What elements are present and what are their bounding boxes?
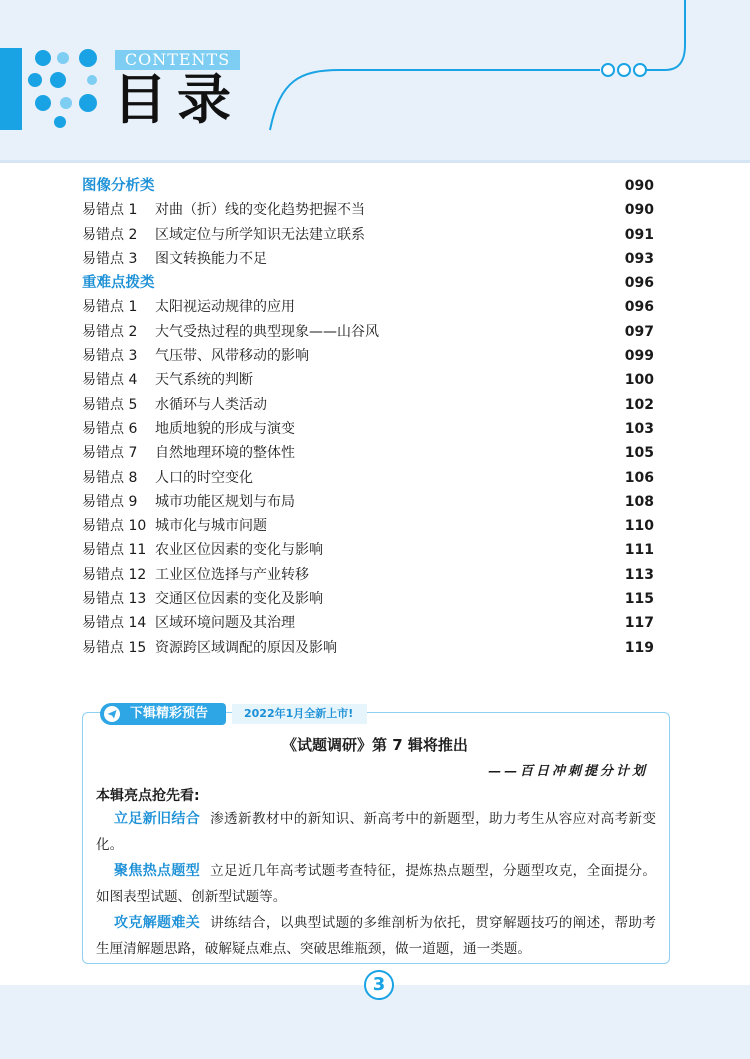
toc-item[interactable] — [82, 538, 654, 562]
toc-item[interactable] — [82, 198, 654, 222]
toc-page-number: 106 — [624, 469, 654, 486]
highlight-label: 立足新旧结合 — [114, 811, 201, 827]
toc-item-number: 易错点 2 — [82, 226, 138, 243]
toc-item-title: 重难点拨类 — [82, 275, 155, 292]
toc-item[interactable] — [82, 417, 654, 441]
toc-item[interactable] — [82, 611, 654, 635]
toc-item-number: 易错点 1 — [82, 299, 138, 316]
toc-page-number: 108 — [624, 493, 654, 510]
highlight-point — [96, 858, 656, 910]
toc-item[interactable] — [82, 441, 654, 465]
highlight-label: 聚焦热点题型 — [114, 863, 201, 879]
preview-tag-label: 下辑精彩预告 — [130, 706, 209, 721]
toc-item-number: 易错点 8 — [82, 469, 138, 486]
toc-page-number: 096 — [624, 299, 654, 316]
toc-page-number: 091 — [624, 226, 654, 243]
toc-page-number: 100 — [624, 372, 654, 389]
toc-item-number: 易错点 5 — [82, 396, 138, 413]
toc-page-number: 090 — [624, 202, 654, 219]
toc-item-number: 易错点 13 — [82, 591, 147, 608]
release-date: 2022年1月全新上市! — [232, 704, 367, 724]
toc-item-title: 资源跨区域调配的原因及影响 — [155, 639, 337, 656]
highlight-label: 攻克解题难关 — [114, 915, 201, 931]
toc-section[interactable] — [82, 174, 654, 198]
toc-item-number: 易错点 4 — [82, 372, 138, 389]
toc-item-title: 交通区位因素的变化及影响 — [155, 591, 323, 608]
toc-item[interactable] — [82, 563, 654, 587]
preview-intro: 本辑亮点抢先看: — [96, 788, 200, 804]
highlight-point — [96, 910, 656, 962]
toc-item-number: 易错点 10 — [82, 518, 147, 535]
toc-item[interactable] — [82, 223, 654, 247]
toc-item[interactable] — [82, 344, 654, 368]
highlight-text: 渗透新教材中的新知识、新高考中的新题型，助力考生从容应对高考新变化。 — [96, 811, 656, 853]
toc-page-number: 110 — [624, 518, 654, 535]
toc-item[interactable] — [82, 295, 654, 319]
toc-item-title: 对曲（折）线的变化趋势把握不当 — [155, 202, 365, 219]
toc-item[interactable] — [82, 587, 654, 611]
toc-item[interactable] — [82, 393, 654, 417]
toc-item-title: 大气受热过程的典型现象——山谷风 — [155, 323, 379, 340]
toc-item-title: 区域环境问题及其治理 — [155, 615, 295, 632]
toc-item-number: 易错点 14 — [82, 615, 147, 632]
toc-list — [82, 174, 654, 660]
toc-item-number: 易错点 15 — [82, 639, 147, 656]
toc-item-number: 易错点 1 — [82, 202, 138, 219]
preview-title: 《试题调研》第 7 辑将推出 — [282, 736, 468, 754]
toc-item-title: 城市功能区规划与布局 — [155, 493, 295, 510]
toc-page-number: 115 — [624, 591, 654, 608]
toc-page-number: 096 — [624, 275, 654, 292]
contents-label: CONTENTS — [115, 50, 240, 70]
toc-item-number: 易错点 6 — [82, 420, 138, 437]
toc-page-number: 117 — [624, 615, 654, 632]
page-number: 3 — [364, 970, 394, 1000]
toc-item[interactable] — [82, 247, 654, 271]
toc-item-title: 农业区位因素的变化与影响 — [155, 542, 323, 559]
toc-item-title: 地质地貌的形成与演变 — [155, 420, 295, 437]
toc-page-number: 099 — [624, 348, 654, 365]
toc-item[interactable] — [82, 636, 654, 660]
toc-item-title: 自然地理环境的整体性 — [155, 445, 295, 462]
toc-item[interactable] — [82, 490, 654, 514]
highlight-point — [96, 806, 656, 858]
toc-item-title: 城市化与城市问题 — [155, 518, 267, 535]
toc-page-number: 111 — [624, 542, 654, 559]
toc-item-number: 易错点 3 — [82, 348, 138, 365]
toc-item[interactable] — [82, 320, 654, 344]
toc-item-title: 水循环与人类活动 — [155, 396, 267, 413]
toc-item-number: 易错点 2 — [82, 323, 138, 340]
paper-plane-icon — [104, 706, 120, 722]
toc-page-number: 102 — [624, 396, 654, 413]
toc-item-title: 工业区位选择与产业转移 — [155, 566, 309, 583]
toc-item-number: 易错点 11 — [82, 542, 147, 559]
toc-item-title: 区域定位与所学知识无法建立联系 — [155, 226, 365, 243]
highlight-text: 立足近几年高考试题考查特征，提炼热点题型，分题型攻克，全面提分。如图表型试题、创新型试题等。 — [96, 863, 656, 905]
toc-item-number: 易错点 7 — [82, 445, 138, 462]
toc-item-title: 太阳视运动规律的应用 — [155, 299, 295, 316]
toc-page-number: 103 — [624, 420, 654, 437]
toc-item[interactable] — [82, 514, 654, 538]
header-decoration — [260, 0, 750, 160]
toc-item-title: 气压带、风带移动的影响 — [155, 348, 309, 365]
toc-item-number: 易错点 12 — [82, 566, 147, 583]
toc-item-number: 易错点 3 — [82, 250, 138, 267]
toc-item-number: 易错点 9 — [82, 493, 138, 510]
toc-item-title: 天气系统的判断 — [155, 372, 253, 389]
highlight-text: 讲练结合，以典型试题的多维剖析为依托，贯穿解题技巧的阐述，帮助考生厘清解题思路，破解疑点难点、突破思维瓶颈，做一道题，通一类题。 — [96, 915, 656, 957]
toc-item-title: 人口的时空变化 — [155, 469, 253, 486]
dots-logo-icon — [0, 0, 110, 150]
toc-item[interactable] — [82, 466, 654, 490]
toc-item-title: 图像分析类 — [82, 178, 155, 194]
toc-page-number: 090 — [624, 178, 654, 194]
toc-section[interactable] — [82, 271, 654, 295]
toc-page-number: 097 — [624, 323, 654, 340]
page-title: 目录 — [113, 68, 241, 131]
header-divider — [0, 160, 750, 163]
toc-item[interactable] — [82, 368, 654, 392]
toc-item-title: 图文转换能力不足 — [155, 250, 267, 267]
preview-subtitle: ——百日冲刺提分计划 — [487, 764, 648, 779]
toc-page-number: 105 — [624, 445, 654, 462]
toc-page-number: 113 — [624, 566, 654, 583]
toc-page-number: 119 — [624, 639, 654, 656]
preview-tag — [100, 703, 226, 725]
toc-page-number: 093 — [624, 250, 654, 267]
